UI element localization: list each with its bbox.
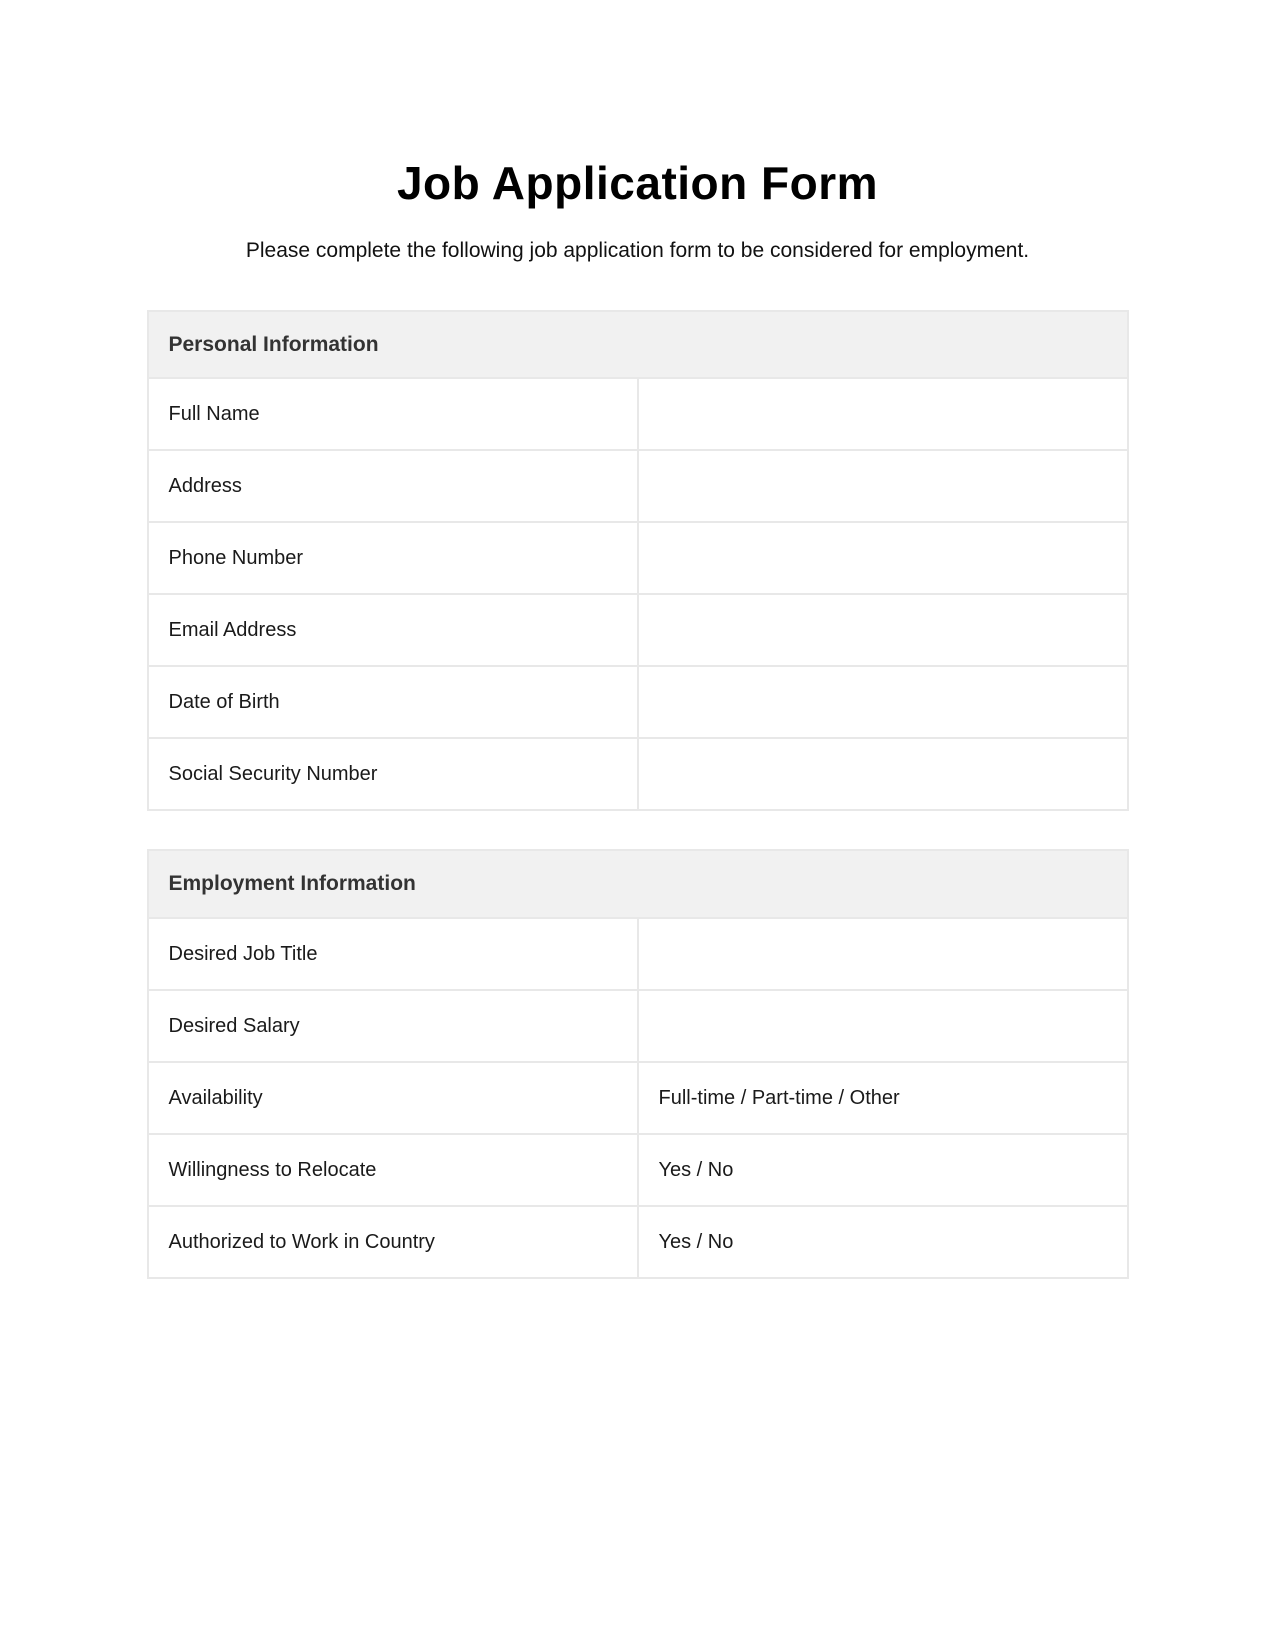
availability-value: Full-time / Part-time / Other <box>638 1062 1128 1134</box>
table-row-availability <box>148 1062 1128 1134</box>
desired-job-title-value <box>638 918 1128 990</box>
table-row-phone-number <box>148 522 1128 594</box>
authorized-to-work-label: Authorized to Work in Country <box>148 1206 638 1278</box>
desired-salary-label: Desired Salary <box>148 990 638 1062</box>
table-row-social-security-number <box>148 738 1128 810</box>
desired-salary-value <box>638 990 1128 1062</box>
date-of-birth-label: Date of Birth <box>148 666 638 738</box>
willingness-to-relocate-label: Willingness to Relocate <box>148 1134 638 1206</box>
section-header-personal-information: Personal Information <box>148 311 1128 378</box>
table-row-desired-job-title <box>148 918 1128 990</box>
full-name-value <box>638 378 1128 450</box>
full-name-label: Full Name <box>148 378 638 450</box>
address-value <box>638 450 1128 522</box>
email-address-label: Email Address <box>148 594 638 666</box>
table-row-address <box>148 450 1128 522</box>
willingness-to-relocate-value: Yes / No <box>638 1134 1128 1206</box>
social-security-number-value <box>638 738 1128 810</box>
section-header-employment-information: Employment Information <box>148 850 1128 917</box>
table-row-willingness-to-relocate <box>148 1134 1128 1206</box>
email-address-value <box>638 594 1128 666</box>
authorized-to-work-value: Yes / No <box>638 1206 1128 1278</box>
page-title: Job Application Form <box>396 157 879 209</box>
social-security-number-label: Social Security Number <box>148 738 638 810</box>
date-of-birth-value <box>638 666 1128 738</box>
document-content <box>147 0 1129 1279</box>
address-label: Address <box>148 450 638 522</box>
personal-information-table <box>147 310 1129 811</box>
table-row-email-address <box>148 594 1128 666</box>
page-subtitle: Please complete the following job application form to be considered for employment. <box>245 238 1030 262</box>
section-header-row <box>148 311 1128 378</box>
table-row-date-of-birth <box>148 666 1128 738</box>
phone-number-label: Phone Number <box>148 522 638 594</box>
employment-information-table <box>147 849 1129 1278</box>
table-row-authorized-to-work <box>148 1206 1128 1278</box>
phone-number-value <box>638 522 1128 594</box>
desired-job-title-label: Desired Job Title <box>148 918 638 990</box>
table-row-desired-salary <box>148 990 1128 1062</box>
availability-label: Availability <box>148 1062 638 1134</box>
section-header-row <box>148 850 1128 917</box>
table-row-full-name <box>148 378 1128 450</box>
